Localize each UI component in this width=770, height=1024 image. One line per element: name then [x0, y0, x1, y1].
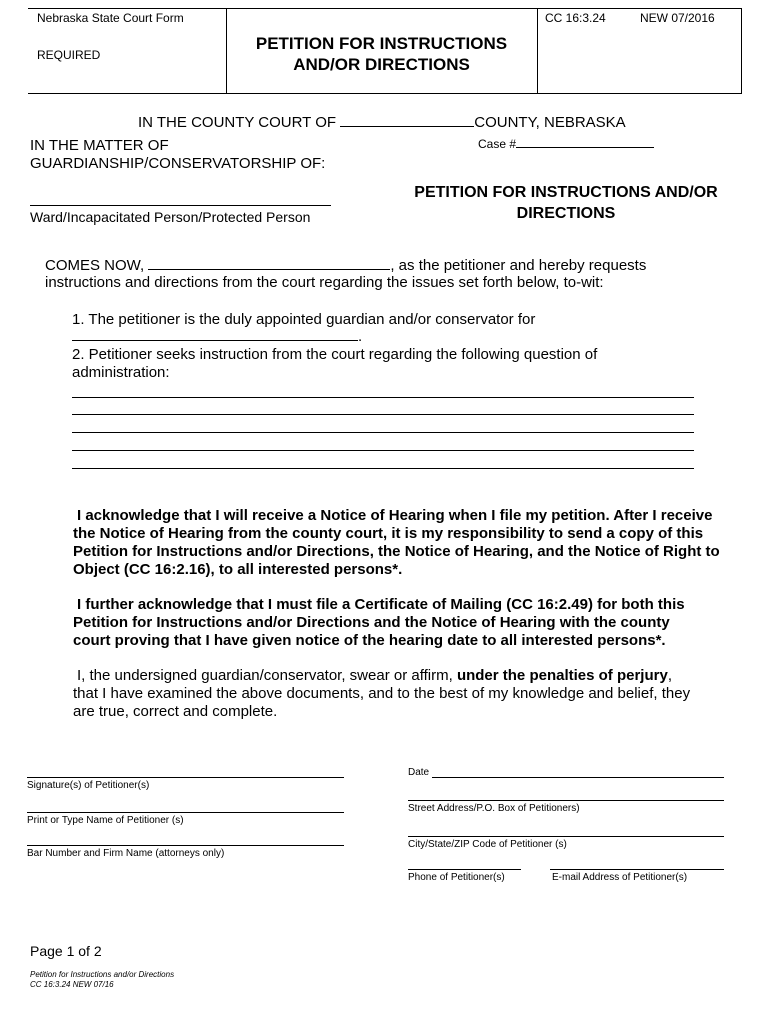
question-line-1[interactable]: [72, 397, 694, 398]
form-number: CC 16:3.24: [545, 11, 606, 25]
question-line-2[interactable]: [72, 414, 694, 415]
matter-line2: GUARDIANSHIP/CONSERVATORSHIP OF:: [30, 155, 326, 172]
ack1-line4: Object (CC 16:2.16), to all interested persons*.: [73, 561, 403, 578]
comes-now-rest: , as the petitioner and hereby requests: [390, 257, 647, 274]
petitioner-name-field[interactable]: [148, 269, 390, 270]
item-2-line1: 2. Petitioner seeks instruction from the court regarding the following question of: [72, 346, 598, 363]
comes-now-line: [45, 257, 646, 275]
ack1-line3: Petition for Instructions and/or Directions, the Notice of Hearing, and the Notice of Right to: [73, 543, 720, 560]
oath-line1-c: ,: [667, 667, 672, 684]
item-1-fill: [72, 328, 362, 346]
ack1-line1: I acknowledge that I will receive a Notice of Hearing when I file my petition. After I receive: [77, 507, 713, 524]
ack2-line3: court proving that I have given notice of the hearing date to all interested persons*.: [73, 632, 666, 649]
street-field[interactable]: [408, 800, 724, 801]
ack2-line1: I further acknowledge that I must file a Certificate of Mailing (CC 16:2.49) for both this: [77, 596, 685, 613]
signature-field[interactable]: [27, 777, 344, 778]
case-label: Case #: [478, 137, 517, 151]
acknowledgment-notice: [73, 507, 720, 579]
court-suffix: COUNTY, NEBRASKA: [474, 114, 626, 131]
question-line-3[interactable]: [72, 432, 694, 433]
comes-now-label: COMES NOW,: [45, 257, 145, 274]
item-2-line2: administration:: [72, 364, 170, 381]
oath-statement: [73, 667, 690, 721]
oath-line2: that I have examined the above documents, and to the best of my knowledge and belief, they: [73, 685, 691, 702]
print-name-label: Print or Type Name of Petitioner (s): [27, 815, 184, 826]
matter-line1: IN THE MATTER OF: [30, 137, 169, 154]
email-label: E-mail Address of Petitioner(s): [552, 872, 688, 883]
required-label: REQUIRED: [37, 48, 101, 62]
document-title-line1: PETITION FOR INSTRUCTIONS AND/OR: [414, 184, 718, 201]
ward-name-field-2[interactable]: [72, 340, 358, 341]
footer-doc-name: Petition for Instructions and/or Directions: [30, 970, 175, 979]
item-1: 1. The petitioner is the duly appointed guardian and/or conservator for: [72, 311, 536, 328]
bar-number-field[interactable]: [27, 845, 344, 846]
item-2: [72, 346, 597, 382]
court-prefix: IN THE COUNTY COURT OF: [138, 114, 337, 131]
date-field[interactable]: [432, 777, 724, 778]
header-title-line2: AND/OR DIRECTIONS: [293, 55, 470, 74]
print-name-field[interactable]: [27, 812, 344, 813]
form-source: Nebraska State Court Form: [37, 11, 184, 25]
page-number: Page 1 of 2: [30, 943, 102, 959]
question-line-5[interactable]: [72, 468, 694, 469]
ward-label: Ward/Incapacitated Person/Protected Person: [30, 209, 311, 225]
email-field[interactable]: [550, 869, 724, 870]
county-field[interactable]: [340, 126, 474, 127]
question-line-4[interactable]: [72, 450, 694, 451]
phone-label: Phone of Petitioner(s): [408, 872, 505, 883]
header-title: [226, 33, 537, 75]
ack2-line2: Petition for Instructions and/or Directions and the Notice of Hearing with the county: [73, 614, 670, 631]
item-1-end: .: [358, 328, 363, 345]
city-field[interactable]: [408, 836, 724, 837]
date-label: Date: [408, 767, 430, 778]
oath-line1: [73, 667, 690, 685]
case-number-field[interactable]: [516, 147, 654, 148]
revision-date: NEW 07/2016: [640, 11, 715, 25]
oath-line3: are true, correct and complete.: [73, 703, 278, 720]
city-label: City/State/ZIP Code of Petitioner (s): [408, 839, 567, 850]
bar-number-label: Bar Number and Firm Name (attorneys only): [27, 848, 225, 859]
court-line: [138, 114, 626, 132]
oath-perjury: under the penalties of perjury: [456, 667, 668, 684]
case-number: [478, 137, 654, 151]
comes-now-line2: instructions and directions from the court regarding the issues set forth below, to-wit:: [45, 274, 604, 291]
ack1-line2: the Notice of Hearing from the county court, it is my responsibility to send a copy of this: [73, 525, 704, 542]
oath-line1-a: I, the undersigned guardian/conservator, swear or affirm,: [77, 667, 453, 684]
footer-doc-code: CC 16:3.24 NEW 07/16: [30, 980, 114, 989]
document-title: [385, 182, 747, 224]
signature-label: Signature(s) of Petitioner(s): [27, 780, 150, 791]
street-label: Street Address/P.O. Box of Petitioners): [408, 803, 580, 814]
acknowledgment-certificate: [73, 596, 685, 650]
document-title-line2: DIRECTIONS: [516, 205, 616, 222]
footer-doc-info: [30, 970, 174, 990]
ward-name-field[interactable]: [30, 205, 331, 206]
header-title-line1: PETITION FOR INSTRUCTIONS: [255, 34, 508, 53]
phone-field[interactable]: [408, 869, 521, 870]
matter-of: [30, 137, 325, 173]
